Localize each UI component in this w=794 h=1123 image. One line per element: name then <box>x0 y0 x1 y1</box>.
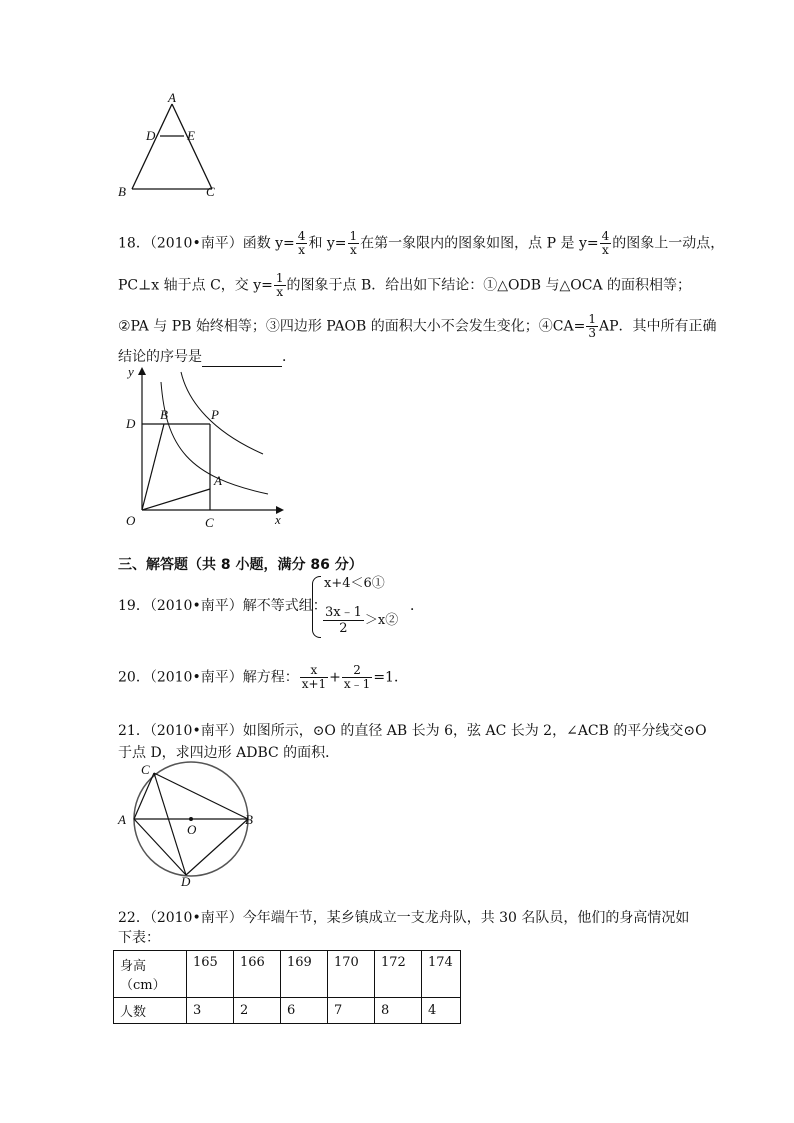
fraction: $\frac{2}{x﹣1}$ <box>343 663 371 691</box>
fraction: $\frac{4}{x}$ <box>601 229 610 257</box>
q21-line2: 于点 D，求四边形 ADBC 的面积． <box>118 745 340 761</box>
height-table <box>113 950 461 1024</box>
label-C: C <box>205 515 214 530</box>
label-O: O <box>187 822 197 837</box>
label-C: C <box>141 762 150 777</box>
table-cell: 3 <box>187 998 234 1024</box>
table-cell: 7 <box>328 998 375 1024</box>
table-row <box>114 998 461 1024</box>
table-cell: 172 <box>375 951 422 998</box>
label-C: C <box>206 184 215 199</box>
q19-end: ． <box>410 598 424 614</box>
fraction: $\frac{1}{3}$ <box>588 312 596 340</box>
table-cell: 165 <box>187 951 234 998</box>
table-cell: 8 <box>375 998 422 1024</box>
q22-line1: 22．（2010•南平）今年端午节，某乡镇成立一支龙舟队，共 30 名队员，他们的身高情况如 <box>118 910 690 926</box>
fraction: $\frac{4}{x}$ <box>297 229 306 257</box>
table-cell: 166 <box>234 951 281 998</box>
table-header-cell: 人数 <box>114 998 187 1024</box>
q19-label: 19．（2010•南平）解不等式组： <box>118 598 327 614</box>
triangle-figure <box>112 92 222 202</box>
label-y: y <box>128 364 134 379</box>
table-row <box>114 951 461 998</box>
table-cell: 2 <box>234 998 281 1024</box>
label-B: B <box>118 184 126 199</box>
label-B: B <box>245 812 253 827</box>
label-D: D <box>146 128 156 143</box>
q18-line4: 结论的序号是 ． <box>118 349 296 365</box>
curve-y-4-over-x <box>181 372 263 454</box>
fraction: $\frac{1}{x}$ <box>275 271 284 299</box>
label-E: E <box>187 128 195 143</box>
label-O: O <box>126 513 136 528</box>
label-A: A <box>214 473 222 488</box>
fraction: $\frac{x}{x+1}$ <box>301 663 327 691</box>
label-P: P <box>211 407 219 422</box>
label-B: B <box>160 407 168 422</box>
table-cell: 4 <box>422 998 461 1024</box>
q22-line2: 下表： <box>118 930 160 946</box>
section-heading: 三、解答题（共 8 小题，满分 86 分） <box>118 557 363 573</box>
table-cell: 170 <box>328 951 375 998</box>
q19-inequality-2: $\frac{3x﹣1}{2}$ ＞x② <box>325 605 399 636</box>
label-D: D <box>126 416 136 431</box>
q18-line1: 18．（2010•南平）函数 y= $\frac{4}{x}$ 和 y= $\frac{1}{x}$ 在第一象限内的图象如图，点 P 是 y= $\frac{4}{x}$ 的图象上一动点， <box>118 229 725 257</box>
q20-line: 20．（2010•南平）解方程： $\frac{x}{x+1}$ + $\frac{2}{x﹣1}$ =1． <box>118 663 408 691</box>
fraction: $\frac{3x﹣1}{2}$ <box>325 605 362 636</box>
circle-figure <box>114 760 264 890</box>
table-header-cell: 身高 （cm） <box>114 951 187 998</box>
q18-line3: ②PA 与 PB 始终相等；③四边形 PAOB 的面积大小不会发生变化；④CA= $\frac{1}{3}$ AP．其中所有正确 <box>118 312 717 340</box>
table-cell: 6 <box>281 998 328 1024</box>
brace <box>312 576 321 638</box>
table-cell: 169 <box>281 951 328 998</box>
q19-inequality-1: x+4＜6① <box>324 576 385 591</box>
label-x: x <box>275 512 281 527</box>
q18-line2: PC⊥x 轴于点 C，交 y= $\frac{1}{x}$ 的图象于点 B．给出如下结论：①△ODB 与△OCA 的面积相等； <box>118 271 692 299</box>
hyperbola-graph <box>118 362 290 534</box>
label-D: D <box>181 874 191 889</box>
table-cell: 174 <box>422 951 461 998</box>
label-A: A <box>118 812 126 827</box>
label-A: A <box>168 92 176 105</box>
q21-line1: 21．（2010•南平）如图所示，⊙O 的直径 AB 长为 6，弦 AC 长为 2，∠ACB 的平分线交⊙O <box>118 723 707 739</box>
fraction: $\frac{1}{x}$ <box>349 229 358 257</box>
